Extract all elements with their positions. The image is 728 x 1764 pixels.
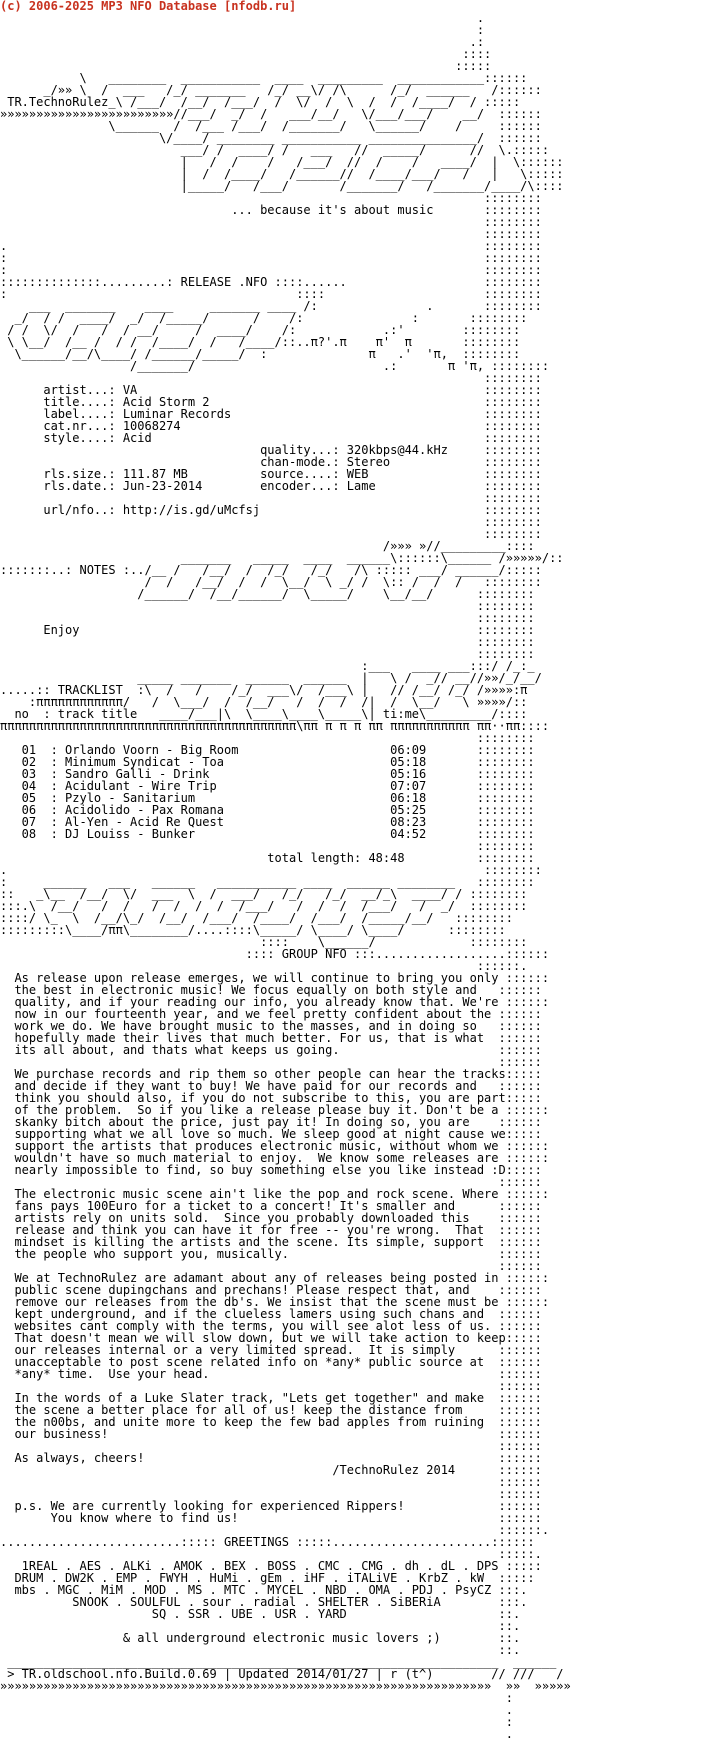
nfo-line: quality...: 320kbps@44.kHz :::::::: (0, 443, 542, 457)
nfo-line: In the words of a Luke Slater track, "Lets get together" and make :::::: (0, 1391, 542, 1405)
nfo-line: SQ . SSR . UBE . USR . YARD ::. (0, 1607, 521, 1621)
nfo-line: . (0, 1727, 513, 1741)
nfo-line: ::::/ \_ \ /__/\_/ /__/ /___/ /____/ /___/ /_____/__/ :::::::: (0, 911, 513, 925)
nfo-line: 02 : Minimum Syndicat - Toa 05:18 :::::::: (0, 755, 535, 769)
nfo-line: :::: GROUP NFO :::..................:::::: (0, 947, 550, 961)
nfo-line: the people who support you, musically. :::::: (0, 1247, 542, 1261)
nfo-line: : :::::::: (0, 263, 542, 277)
nfodb-header: (c) 2006-2025 MP3 NFO Database [nfodb.ru] (0, 0, 297, 13)
nfo-line: . :::::::: (0, 863, 542, 877)
nfo-line: mindset is killing the artists and the scene. Its simple, support :::::: (0, 1235, 542, 1249)
nfo-line: : :::::::: (0, 251, 542, 265)
nfo-line: ____________________________________________________________________ ______ (0, 1655, 557, 1669)
nfo-line: :::::::: (0, 371, 542, 385)
nfo-line: . (0, 1703, 513, 1717)
nfo-line: now in our fourteenth year, and we feel pretty confident about the :::::: (0, 1007, 542, 1021)
nfo-line: ___/ / ____/ / ___ // _____/ // \.::::: (0, 143, 550, 157)
nfo-line: :::::: (0, 1379, 542, 1393)
nfo-line: :::::::: (0, 215, 542, 229)
nfo-line: : (0, 1691, 513, 1705)
nfo-line: :::::::: (0, 527, 542, 541)
nfo-line: :::.\ /__/ / / / / / / /___/ / / / /___/ / _/ :::::::: (0, 899, 528, 913)
nfo-line: _/»» \ / ___ /_/ _______ /_/ __\/ /\ /_/ ______ /:::::: (0, 83, 542, 97)
nfo-line: our business! :::::: (0, 1427, 542, 1441)
nfo-line: :::::::..: NOTES :../__ / /__/ / /_/ /_/ /\ ::::: ___/ ______/::::: (0, 563, 542, 577)
nfo-line: \/____/ ________ ___________ _______________/ :::::: (0, 131, 542, 145)
nfo-line: think you should also, if you do not subscribe to this, you are part::::: (0, 1091, 542, 1105)
nfo-line: kept underground, and if the clueless lamers using such chans and :::::: (0, 1307, 542, 1321)
nfo-line: SNOOK . SOULFUL . sour . radial . SHELTER . SiBERiA :::. (0, 1595, 528, 1609)
nfo-line: As always, cheers! :::::: (0, 1451, 542, 1465)
nfo-line: its all about, and thats what keeps us going. :::::: (0, 1043, 542, 1057)
nfo-line: & all underground electronic music lovers ;) ::. (0, 1631, 521, 1645)
nfo-line: ::::::. (0, 959, 528, 973)
nfo-line: : (0, 1715, 513, 1729)
nfo-line: work we do. We have brought music to the masses, and in doing so :::::: (0, 1019, 542, 1033)
nfo-line: /______/ /__/______/ \_____/ \__/__/ :::::::: (0, 587, 535, 601)
nfo-line: title....: Acid Storm 2 :::::::: (0, 395, 542, 409)
nfo-line: quality, and if your reading our info, you already know that. We're :::::: (0, 995, 550, 1009)
nfo-line: cat.nr...: 10068274 :::::::: (0, 419, 542, 433)
nfo-line: and decide if they want to buy! We have paid for our records and :::::: (0, 1079, 542, 1093)
nfo-line: _____ _______ ______ ______ | \ / _// __//»»/_/__/ (0, 671, 542, 685)
nfo-line: /_______/ .: π 'π, :::::::: (0, 359, 550, 373)
nfo-line: 08 : DJ Louiss - Bunker 04:52 :::::::: (0, 827, 535, 841)
nfo-line: That doesn't mean we will slow down, but we will take action to keep::::: (0, 1331, 542, 1345)
nfo-line: »»»»»»»»»»»»»»»»»»»»»»»»//___/ _/ / ___/__/ \/___/___/ __/ :::::: (0, 107, 542, 121)
nfo-line: :::::::: (0, 635, 535, 649)
nfo-line: of the problem. So if you like a release please buy it. Don't be a :::::: (0, 1103, 550, 1117)
nfo-line: 1REAL . AES . ALKi . AMOK . BEX . BOSS . CMC . CMG . dh . dL . DPS ::::: (0, 1559, 542, 1573)
nfo-line: fans pays 100Euro for a ticket to a concert! It's smaller and :::::: (0, 1199, 542, 1213)
nfo-line: > TR.oldschool.nfo.Build.0.69 | Updated 2014/01/27 | r (t^) // /// / (0, 1667, 564, 1681)
nfo-line: the scene a better place for all of us! keep the distance from :::::: (0, 1403, 542, 1417)
nfo-line: total length: 48:48 :::::::: (0, 851, 535, 865)
nfo-line: ___ _______ ____ _______ ____ /: . :::::::: (0, 299, 542, 313)
nfo-line: :ππππππππππππ/ / \___/ / /__/ / / / /| / \__/ \ »»»»/:: (0, 695, 528, 709)
nfo-line: :::::::: (0, 491, 542, 505)
nfo-line: style....: Acid :::::::: (0, 431, 542, 445)
nfo-line: rls.date.: Jun-23-2014 encoder...: Lame :::::::: (0, 479, 542, 493)
nfo-line: : (0, 23, 485, 37)
nfo-line: : :::: :::::::: (0, 287, 542, 301)
nfo-line: _/ / / ____/ _/ /_____/ / /: : :::::::: (0, 311, 528, 325)
nfo-line: .....:: TRACKLIST :\ / / /_/ ___\/ /___\ | // /__/ /_/ /»»»»:π (0, 683, 528, 697)
nfo-line: :::::::: (0, 647, 535, 661)
nfo-line: our releases internal or a very limited spread. It is simply :::::: (0, 1343, 542, 1357)
nfo-line: skanky bitch about the price, just pay it! In doing so, you are :::::: (0, 1115, 542, 1129)
nfo-line: mbs . MGC . MiM . MOD . MS . MTC . MYCEL . NBD . OMA . PDJ . PsyCZ :::. (0, 1583, 528, 1597)
nfo-line: \ \__/ /__ / / / /____/ / /____/::..π?'.π π' π :::::::: (0, 335, 521, 349)
nfo-line: .........................::::: GREETINGS :::::......................:::::: (0, 1535, 535, 1549)
nfo-line: 06 : Acidolido - Pax Romana 05:25 :::::::: (0, 803, 535, 817)
nfo-line: 05 : Pzylo - Sanitarium 06:18 :::::::: (0, 791, 535, 805)
nfo-line: rls.size.: 111.87 MB source....: WEB :::::::: (0, 467, 542, 481)
nfo-line: / / \/ / / / __/ / ____/ /: .:' :::::::: (0, 323, 521, 337)
nfo-line: πππππππππππππππππππππππππππππππππππππππππ\ππ π π π ππ πππππππππππ ππ··ππ:::: (0, 719, 550, 733)
nfo-line: remove our releases from the db's. We insist that the scene must be :::::: (0, 1295, 550, 1309)
nfo-line: DRUM . DW2K . EMP . FWYH . HuMi . gEm . iHF . iTALiVE . KrbZ . kW ::::: (0, 1571, 535, 1585)
nfo-line: You know where to find us! :::::: (0, 1511, 542, 1525)
nfo-line: 01 : Orlando Voorn - Big Room 06:09 :::::::: (0, 743, 535, 757)
nfo-line: ::::::::::::::.........: RELEASE .NFO ::::...... :::::::: (0, 275, 542, 289)
nfo-line: :::::::: (0, 515, 542, 529)
nfo-line: no : track title ____/___|\ \____\____\_____\| ti:me\_________/:::: (0, 707, 528, 721)
nfo-line: :::::::: (0, 227, 542, 241)
nfo-line: public scene dupingchans and prechans! Please respect that, and :::::: (0, 1283, 542, 1297)
nfo-line: the n00bs, and unite more to keep the few bad apples from ruining :::::: (0, 1415, 542, 1429)
nfo-line: 03 : Sandro Galli - Drink 05:16 :::::::: (0, 767, 535, 781)
nfo-line: _______ _____ ____ ______\::::::\______ /»»»»»/:: (0, 551, 564, 565)
nfo-line: wouldn't have so much material to enjoy. We know some releases are :::::: (0, 1151, 550, 1165)
nfo-line: :::::::: (0, 599, 535, 613)
nfo-line: support the artists that produces electronic music, without whom we :::::: (0, 1139, 550, 1153)
nfo-line: chan-mode.: Stereo :::::::: (0, 455, 542, 469)
nfo-line: /»»» »//_________:::: (0, 539, 535, 553)
nfo-line: We at TechnoRulez are adamant about any of releases being posted in :::::: (0, 1271, 550, 1285)
nfo-line: :::::::: (0, 611, 535, 625)
nfo-line: :::: (0, 47, 492, 61)
nfo-line: \______ / /___ /___/ /_______/ \______/ / :::::: (0, 119, 542, 133)
nfo-line: artists rely on units sold. Since you probably downloaded this :::::: (0, 1211, 542, 1225)
nfo-line: 04 : Acidulant - Wire Trip 07:07 :::::::: (0, 779, 535, 793)
nfo-line: release and think you can have it for free -- you're wrong. That :::::: (0, 1223, 542, 1237)
nfo-line: ::. (0, 1619, 521, 1633)
nfo-line: url/nfo..: http://is.gd/uMcfsj :::::::: (0, 503, 542, 517)
nfo-line: :::::: (0, 1487, 542, 1501)
nfo-line: :::::: (0, 1175, 542, 1189)
nfo-line: nearly impossible to find, so buy something else you like instead :D::::: (0, 1163, 542, 1177)
nfo-line: The electronic music scene ain't like the pop and rock scene. Where :::::: (0, 1187, 550, 1201)
nfo-line: :::::: (0, 1439, 542, 1453)
nfo-line: supporting what we all love so much. We sleep good at night cause we::::: (0, 1127, 542, 1141)
nfo-line: . (0, 11, 485, 25)
nfo-line: 07 : Al-Yen - Acid Re Quest 08:23 :::::::: (0, 815, 535, 829)
nfo-line: :::::::: (0, 191, 542, 205)
nfo-line: »»»»»»»»»»»»»»»»»»»»»»»»»»»»»»»»»»»»»»»»»»»»»»»»»»»»»»»»»»»»»»»»»»»» »» »»»»» (0, 1679, 571, 1693)
nfo-line: | / / / /___/ // / / ____/ | \:::::: (0, 155, 564, 169)
nfo-line: : ______ ___ ______ ___________ ____ ______ ________ :::::::: (0, 875, 535, 889)
nfo-body (0, 12, 728, 1740)
nfo-line: ::::: (0, 59, 492, 73)
nfo-line: :::::: (0, 1259, 542, 1273)
nfo-line: :::: \______/ :::::::: (0, 935, 528, 949)
nfo-line: . :::::::: (0, 239, 542, 253)
nfo-line: the best in electronic music! We focus equally on both style and :::::: (0, 983, 542, 997)
nfo-line: :::::::: (0, 839, 535, 853)
nfo-line: :::::: (0, 1475, 542, 1489)
nfo-line: We purchase records and rip them so other people can hear the tracks::::: (0, 1067, 542, 1081)
nfo-line: .: (0, 35, 485, 49)
nfo-line: ::. (0, 1643, 521, 1657)
nfo-line: | / /____/ /______// /____/___/ / | \::::: (0, 167, 564, 181)
nfo-line: \ ________ ___________ ____ _________ ____________:::::: (0, 71, 528, 85)
nfo-line: TR.TechnoRulez_\ /___/ /__/ /___/ / \/ / \ / / /____/ / ::::: (0, 95, 521, 109)
nfo-line: unacceptable to post scene related info on *any* public source at :::::: (0, 1355, 542, 1369)
nfo-line: *any* time. Use your head. :::::: (0, 1367, 542, 1381)
nfo-line: :: _\__ /__/ \/ ___ \ / ___/ /_/ /_/ __/_\ ____/ / :::::::: (0, 887, 528, 901)
nfo-line: Enjoy :::::::: (0, 623, 535, 637)
nfo-line: /TechnoRulez 2014 :::::: (0, 1463, 542, 1477)
nfo-line: artist...: VA :::::::: (0, 383, 542, 397)
nfo-line: :::::::::\____/ππ\________/....::::\_____/ \____/ \____/ :::::::: (0, 923, 506, 937)
nfo-line: ::::::. (0, 1523, 550, 1537)
nfo-line: :::::. (0, 1547, 542, 1561)
nfo-line: :::::: (0, 1055, 542, 1069)
nfo-line: hopefully made their lives that much better. For us, that is what :::::: (0, 1031, 542, 1045)
nfo-line: / / /__/ / / \__/ \ _/ / \:: / / / :::::::: (0, 575, 542, 589)
nfo-line: websites cant comply with the terms, you will see alot less of us. :::::: (0, 1319, 542, 1333)
nfo-line: ... because it's about music :::::::: (0, 203, 542, 217)
nfo-line: :___ ____ ___:::/ /_:_ (0, 659, 535, 673)
nfo-line: :::::::: (0, 731, 535, 745)
nfo-line: As release upon release emerges, we will continue to bring you only :::::: (0, 971, 550, 985)
nfo-line: \______/__/\____/ /______/_____/ : π .' 'π, :::::::: (0, 347, 521, 361)
nfo-line: p.s. We are currently looking for experienced Rippers! :::::: (0, 1499, 542, 1513)
nfo-line: label....: Luminar Records :::::::: (0, 407, 542, 421)
nfo-line: |_____/ /___/ /_______/ /_______/____/\:::: (0, 179, 564, 193)
